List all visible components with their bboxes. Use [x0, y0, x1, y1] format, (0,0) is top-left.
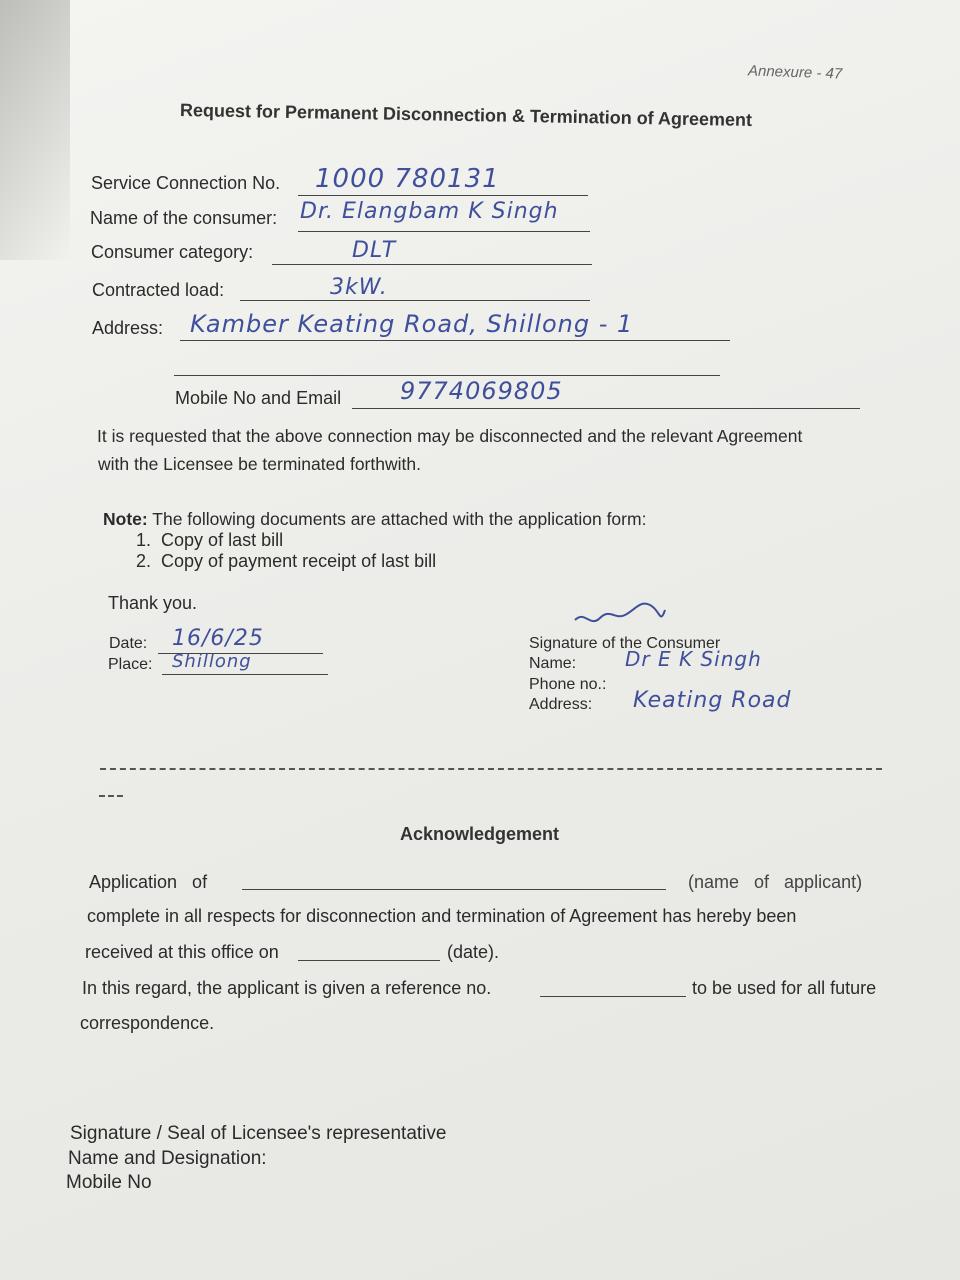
consumer-address-label: Address: [529, 696, 593, 713]
place-label: Place: [108, 656, 153, 673]
ack-correspondence: correspondence. [80, 1013, 215, 1033]
category-line [272, 264, 592, 265]
service-connection-value: 1000 780131 [315, 164, 500, 194]
address-label: Address: [92, 318, 164, 338]
request-text-line1: It is requested that the above connection may be disconnected and the relevant Agreement [97, 426, 803, 446]
note-item-1-number: 1. [136, 530, 152, 550]
category-value: DLT [352, 238, 397, 263]
thank-you: Thank you. [108, 593, 198, 613]
ack-date-hint: (date). [447, 942, 500, 962]
place-value: Shillong [172, 651, 252, 672]
load-label: Contracted load: [92, 280, 225, 300]
licensee-signature-label: Signature / Seal of Licensee's representative [70, 1123, 447, 1144]
mobile-value: 9774069805 [400, 377, 563, 405]
mobile-label: Mobile No and Email [175, 388, 342, 408]
consumer-name-label-2: Name: [529, 655, 577, 672]
note-item-1-text: Copy of last bill [161, 530, 284, 550]
load-line [240, 300, 590, 301]
ack-date-line [298, 960, 440, 961]
note-text: The following documents are attached with the application form: [152, 509, 647, 529]
note-item-2-text: Copy of payment receipt of last bill [161, 551, 437, 571]
address-line-2 [174, 375, 720, 376]
consumer-signature-scribble [570, 590, 680, 640]
date-value: 16/6/25 [172, 626, 264, 651]
place-line [162, 674, 328, 675]
note-item-1 [136, 530, 283, 551]
acknowledgement-title: Acknowledgement [400, 824, 560, 844]
dashed-separator-short [99, 795, 123, 797]
phone-label: Phone no.: [529, 676, 607, 693]
load-value: 3kW. [330, 275, 388, 300]
dashed-separator [100, 768, 882, 770]
note-label: Note: [103, 509, 148, 529]
consumer-address-value: Keating Road [633, 688, 792, 713]
signature-consumer-label: Signature of the Consumer [529, 635, 721, 652]
consumer-name-value-2: Dr E K Singh [625, 647, 762, 671]
ack-applicant-line [242, 889, 666, 890]
note-item-2-number: 2. [136, 551, 152, 571]
address-line-1 [180, 340, 730, 341]
service-connection-line [298, 195, 588, 196]
licensee-name-label: Name and Designation: [68, 1148, 267, 1169]
ack-received: received at this office on [85, 942, 279, 962]
ack-name-of-applicant: (name of applicant) [688, 872, 863, 892]
consumer-name-label: Name of the consumer: [90, 208, 278, 228]
page-edge-shadow [0, 0, 70, 260]
ack-application-of: Application of [89, 872, 208, 892]
ack-regard: In this regard, the applicant is given a reference no. [82, 978, 492, 998]
service-connection-label: Service Connection No. [91, 173, 281, 193]
form-title: Request for Permanent Disconnection & Termination of Agreement [179, 100, 753, 130]
address-value: Kamber Keating Road, Shillong - 1 [190, 310, 634, 338]
consumer-name-value: Dr. Elangbam K Singh [300, 199, 559, 224]
mobile-line [352, 408, 860, 409]
ack-line2: complete in all respects for disconnection and termination of Agreement has hereby been [87, 906, 797, 926]
note-line [103, 509, 646, 530]
annexure-label: Annexure - 47 [747, 62, 843, 83]
category-label: Consumer category: [91, 242, 254, 262]
licensee-mobile-label: Mobile No [66, 1172, 152, 1193]
ack-future: to be used for all future [692, 978, 877, 998]
consumer-name-line [298, 231, 590, 232]
note-item-2 [136, 551, 436, 572]
ack-reference-line [540, 996, 686, 997]
date-label: Date: [109, 635, 148, 652]
request-text-line2: with the Licensee be terminated forthwith. [98, 454, 421, 474]
